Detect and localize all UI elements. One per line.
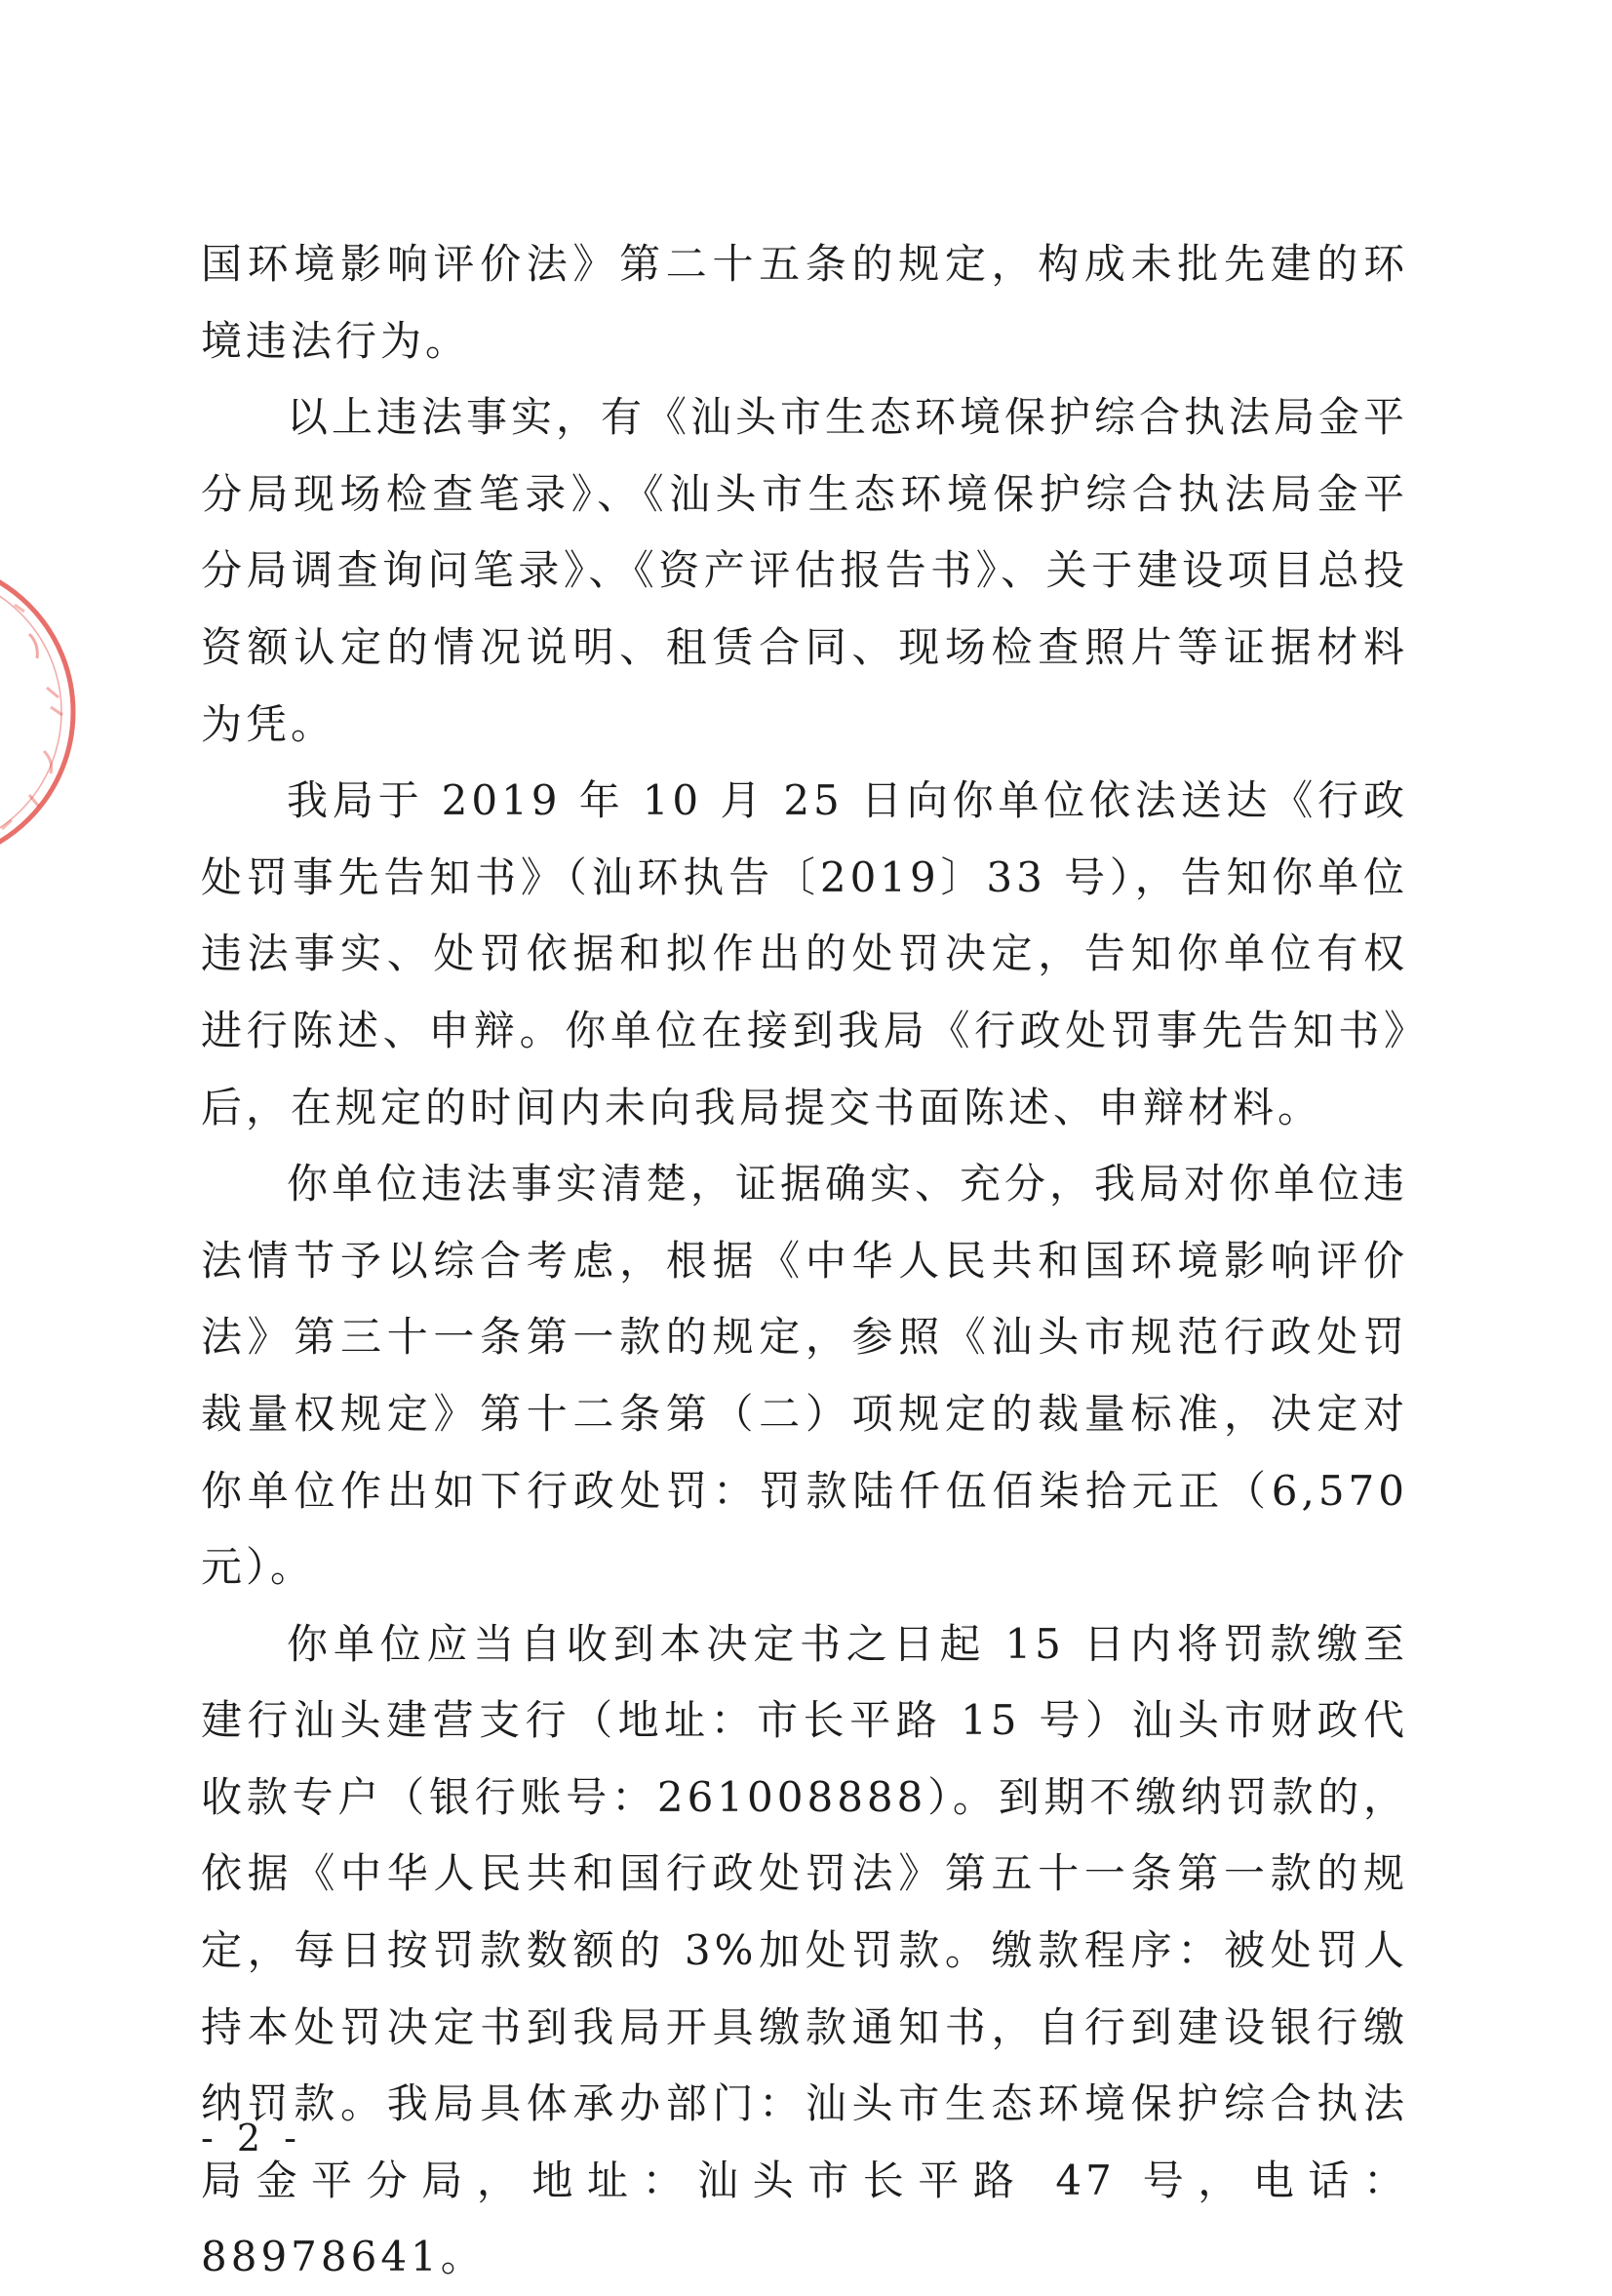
- paragraph-penalty-decision: 你单位违法事实清楚，证据确实、充分，我局对你单位违法情节予以综合考虑，根据《中华人民共和国环境影响评价法》第三十一条第一款的规定，参照《汕头市规范行政处罚裁量权规定》第十二条第（二）项规定的裁量标准，决定对你单位作出如下行政处罚：罚款陆仟伍佰柒拾元正（6,570 元）。: [201, 1160, 1409, 1592]
- document-body: [201, 226, 1408, 2296]
- paragraph-payment-instructions: 你单位应当自收到本决定书之日起 15 日内将罚款缴至建行汕头建营支行（地址：市长平路 15 号）汕头市财政代收款专户（银行账号：261008888）。到期不缴纳罚款的，依据《中华人民共和国行政处罚法》第五十一条第一款的规定，每日按罚款数额的 3%加处罚款。缴款程序：被处罚人持本处罚决定书到我局开具缴款通知书，自行到建设银行缴纳罚款。我局具体承办部门：汕头市生态环境保护综合执法局金平分局，地址：汕头市长平路 47 号，电话：88978641。: [201, 1619, 1408, 2281]
- official-seal-icon: [0, 551, 127, 873]
- paragraph-notification: 我局于 2019 年 10 月 25 日向你单位依法送达《行政处罚事先告知书》（汕环执告〔2019〕33 号），告知你单位违法事实、处罚依据和拟作出的处罚决定，告知你单位有权进行陈述、申辩。你单位在接到我局《行政处罚事先告知书》后，在规定的时间内未向我局提交书面陈述、申辩材料。: [201, 776, 1408, 1131]
- paragraph-evidence: 以上违法事实，有《汕头市生态环境保护综合执法局金平分局现场检查笔录》、《汕头市生态环境保护综合执法局金平分局调查询问笔录》、《资产评估报告书》、关于建设项目总投资额认定的情况说明、租赁合同、现场检查照片等证据材料为凭。: [201, 393, 1409, 748]
- paragraph-continuation: 国环境影响评价法》第二十五条的规定，构成未批先建的环境违法行为。: [201, 240, 1408, 365]
- page-number: - 2 -: [201, 2117, 303, 2159]
